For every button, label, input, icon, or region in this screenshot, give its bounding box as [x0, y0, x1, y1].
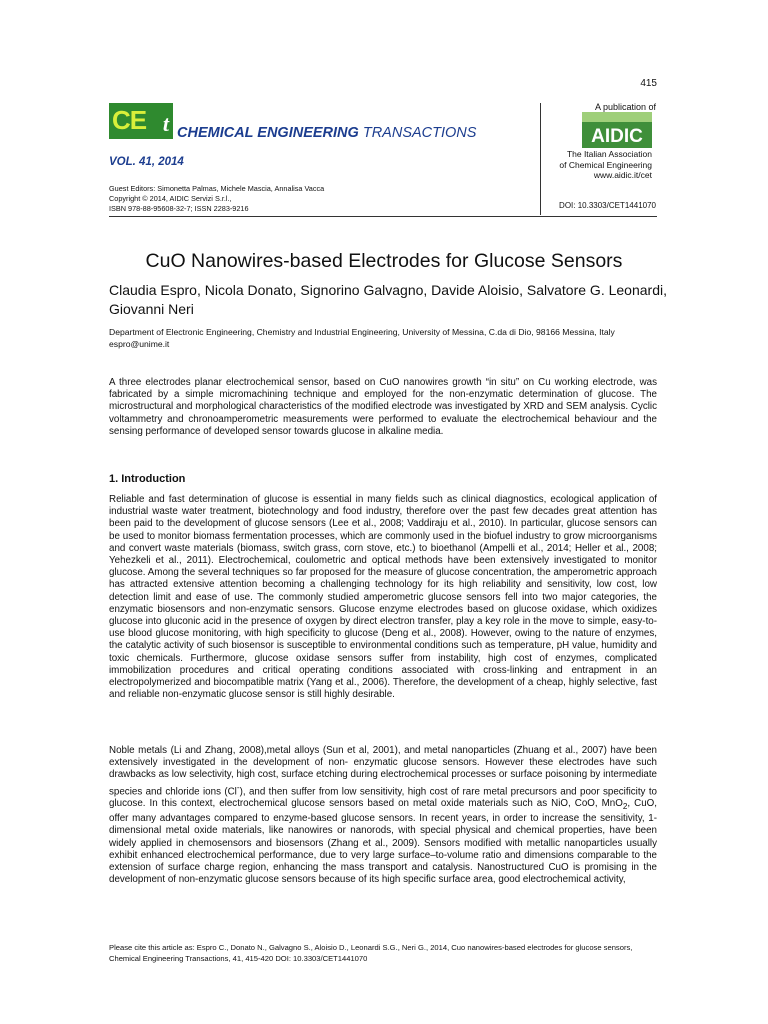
citation-footnote: Please cite this article as: Espro C., Donato N., Galvagno S., Aloisio D., Leonardi S.G., Neri G., 2014, Cuo nanowires-based electrodes for glucose sensors, Chemical Engineering Transactions, 41, 415-420 DOI: 10.3303/CET1441070	[109, 943, 633, 963]
editorial-info	[109, 184, 324, 214]
cet-logo-t: t	[162, 111, 169, 136]
chloride-superscript: -	[236, 782, 240, 792]
cet-logo-letters: CE	[112, 105, 147, 135]
paper-title: CuO Nanowires-based Electrodes for Glucose Sensors	[145, 250, 623, 272]
aidic-description	[559, 149, 652, 181]
author-email[interactable]: espro@unime.it	[109, 339, 170, 349]
publication-of-label: A publication of	[594, 102, 656, 112]
intro-paragraph-1: Reliable and fast determination of glucose is essential in many fields such as clinical diagnostics, ecological application of industrial waste water treatment, biotechnology and food industry, therefore over the past few decades great attention has been paid to the development of glucose sensors (Lee et al., 2008; Vaddiraju et al., 2010). In particular, glucose sensors can be used to monitor biomass fermentation processes, which are commonly used in the biofuel industry to grow microorganisms and convert waste materials (biomass, switch grass, corn stove, etc.) to bioethanol (Ampelli et al., 2014; Heller et al., 2008; Yehezkeli et al., 2011). Electrochemical, coulometric and optical methods have been extensively investigated to monitor glucose. Among the several techniques so far proposed for the measure of glucose concentration, the amperometric approach has attracted extensive attention becoming a challenging technology for its high reliability and sensitivity, low cost, low detection limit and ease of use. The commonly studied amperometric glucose sensors fell into two major categories, the enzymatic biosensors and non-enzymatic sensors. Glucose enzyme electrodes based on glucose oxidase, which oxidizes glucose into gluconic acid in the presence of oxygen by direct electron transfer, play a key role in the move to simple, easy-to-use blood glucose monitoring, with high specificity to glucose (Deng et al., 2008). However, owing to the nature of enzymes, the catalytic activity of such biosensor is susceptible to environmental conditions such as temperature, pH value, humidity and toxic chemicals. Furthermore, glucose oxidase sensors suffer from instability, high cost of enzymes, complicated immobilization procedures and critical operating conditions associated with cross-linking and entrapment in an electropolymerized and biocompatible matrix (Yang et al., 2006). Therefore, the development of a cheap, highly selective, fast and reliable non-enzymatic glucose sensor is still highly desirable.	[109, 494, 657, 701]
cet-logo	[109, 103, 173, 139]
copyright: Copyright © 2014, AIDIC Servizi S.r.l.,	[109, 194, 232, 203]
aidic-line-2: of Chemical Engineering	[559, 159, 652, 170]
page-number: 415	[640, 78, 657, 89]
aidic-logo	[582, 112, 652, 148]
affiliation: Department of Electronic Engineering, Chemistry and Industrial Engineering, University of Messina, C.da di Dio, 98166 Messina, Italy	[109, 327, 615, 337]
abstract: A three electrodes planar electrochemical sensor, based on CuO nanowires growth “in situ” on Cu working electrode, was fabricated by a simple micromachining technique and employed for the non-enzymatic determination of glucose. The microstructural and morphological characteristics of the modified electrode was investigated by XRD and SEM analysis. Cyclic voltammetry and chronoamperometric measurements were performed to evaluate the electrochemical behaviour and the sensing performance of developed sensor towards glucose in alkaline media.	[109, 377, 657, 437]
doi[interactable]: DOI: 10.3303/CET1441070	[559, 201, 656, 210]
aidic-logo-band	[582, 112, 652, 122]
intro-paragraph-2-part-b: ), and then suffer from low sensitivity, high cost of rare metal precursors and poor specificity to glucose. In this context, electrochemical glucose sensors based on metal oxide materials such as NiO, CoO, MnO	[109, 785, 657, 810]
intro-paragraph-2-part-c: , CuO, offer many advantages compared to enzyme-based glucose sensors. In recent years, in order to increase the sensitivity, 1-dimensional metal oxide materials, like nanowires or nanorods, with special physical and chemical properties, have been widely applied in chemosensors and biosensors (Zhang et al., 2009). Sensors modified with metallic nanoparticles usually exhibit enhanced electrochemical performance, due to very large surface–to-volume ratio and dimensions comparable to the extension of surface charge region, enhancing the mass transport and catalysis. Nanostructured CuO is promising in the development of non-enzymatic glucose sensors because of its high specific surface area, good electrochemical activity,	[109, 798, 657, 886]
intro-paragraph-2-part-a: Noble metals (Li and Zhang, 2008),metal alloys (Sun et al, 2001), and metal nanoparticles (Zhuang et al., 2007) have been extensively investigated in the development of non- enzymatic glucose sensors. However these electrodes have such drawbacks as low selectivity, high cost, surface etching during electrochemical processes or surface poisoning by intermediate species and chloride ions (Cl	[109, 745, 657, 797]
header-vertical-divider	[540, 103, 541, 215]
guest-editors: Guest Editors: Simonetta Palmas, Michele Mascia, Annalisa Vacca	[109, 184, 325, 193]
journal-title	[177, 125, 476, 141]
authors: Claudia Espro, Nicola Donato, Signorino Galvagno, Davide Aloisio, Salvatore G. Leonardi, Giovanni Neri	[109, 282, 667, 317]
aidic-line-1: The Italian Association	[566, 149, 652, 159]
journal-title-light: TRANSACTIONS	[362, 125, 477, 141]
affiliation-block	[109, 326, 669, 350]
header-horizontal-divider	[109, 216, 657, 217]
aidic-logo-text: AIDIC	[591, 126, 643, 147]
intro-paragraph-2	[109, 745, 657, 886]
aidic-url[interactable]: www.aidic.it/cet	[593, 170, 652, 180]
section-heading-introduction: 1. Introduction	[109, 473, 186, 485]
journal-title-bold: CHEMICAL ENGINEERING	[177, 125, 359, 141]
isbn-issn: ISBN 978-88-95608-32-7; ISSN 2283-9216	[109, 204, 249, 213]
mno2-subscript: 2	[622, 802, 628, 812]
volume-label: VOL. 41, 2014	[109, 156, 184, 168]
